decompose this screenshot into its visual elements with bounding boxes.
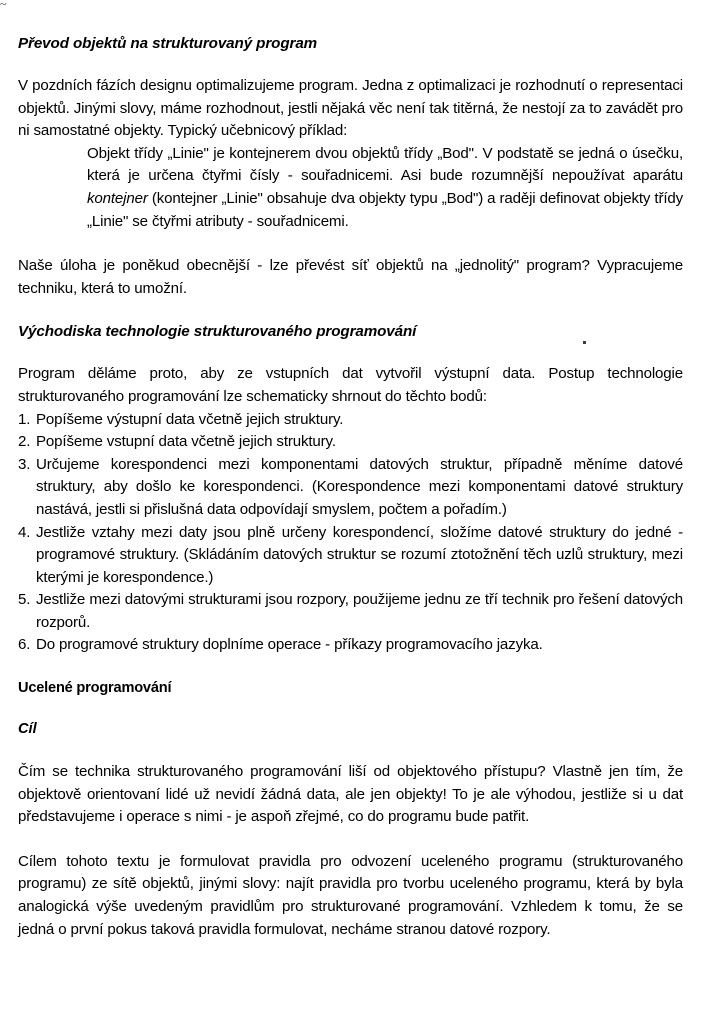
list-item [18,431,683,454]
spacer [18,233,683,255]
scan-tilde-artifact: ~ [0,0,7,11]
paragraph-cilem-tohoto-textu: Cílem tohoto textu je formulovat pravidla pro odvození uceleného programu (strukturovaného programu) ze sítě objektů, jinými slovy: najít pravidla pro tvorbu uceleného programu, která by byla analogická výše uvedeným pravidlům pro strukturované programování. Vzhledem k tomu, že se jedná o první pokus taková pravidla formulovat, necháme stranou datové rozpory. [18,852,683,938]
spacer [18,53,683,75]
list-item-number: 5. [18,591,31,609]
paragraph-program-delame: Program děláme proto, aby ze vstupních dat vytvořil výstupní data. Postup technologie strukturovaného programování lze schematicky shrnout do těchto bodů: [18,365,683,405]
list-item [18,409,683,432]
list-item-text: Určujeme korespondenci mezi komponentami datových struktur, případně měníme datové struktury, aby došlo ke korespondenci. (Korespondence mezi komponentami datové struktury nastává, jestli si přislušná data odpovídají smyslem, počtem a pořadím.) [36,455,683,518]
list-item-text: Popíšeme výstupní data včetně jejich struktury. [36,410,344,428]
list-item [18,522,683,590]
paragraph-cim-se-technika: Čím se technika strukturovaného programování liší od objektového přístupu? Vlastně jen tím, že objektově orientovaní lidé už nevidí žádná data, ale jen objekty! To je ale výhodou, jestliže si u dat představujeme i operace s nimi - je aspoň zřejmé, co do programu bude patřit. [18,763,683,826]
list-item-number: 3. [18,455,31,473]
list-item [18,634,683,657]
spacer [18,698,683,720]
heading-prevod-objektu: Převod objektů na strukturovaný program [18,35,318,52]
heading-vychodiska-technologie: Východiska technologie strukturovaného programování [18,323,417,341]
list-item [18,589,683,634]
list-item-text: Jestliže vztahy mezi daty jsou plně určeny korespondencí, složíme datové struktury do jedné - programové struktury. (Skládáním datových struktur se rozumí ztotožnění těch uzlů struktury, mezi kterými je korespondence.) [36,523,683,586]
paragraph-intro: V pozdních fázích designu optimalizujeme program. Jedna z optimalizaci je rozhodnutí o representaci objektů. Jinými slovy, máme rozhodnout, jestli nějaká věc není tak titěrná, že nestojí za to zavádět pro ni samostatné objekty. Typický učebnicový příklad: [18,77,683,140]
list-item [18,454,683,522]
list-item-text: Popíšeme vstupní data včetně jejich struktury. [36,433,336,451]
spacer [18,341,683,363]
paragraph-nase-uloha: Naše úloha je poněkud obecnější - lze převést síť objektů na „jednolitý" program? Vypracujeme techniku, která to umožní. [18,257,683,297]
list-item-number: 1. [18,410,31,428]
indented-quote-block [87,143,683,233]
quote-emphasis-kontejner: kontejner [87,189,148,207]
quote-text-part-1: Objekt třídy „Linie" je kontejnerem dvou objektů třídy „Bod". V podstatě se jedná o úsečku, která je určena čtyřmi čísly - souřadnicemi. Asi bude rozumnější nepoužívat aparátu [87,144,683,185]
list-item-number: 6. [18,636,31,654]
spacer [18,657,683,679]
heading-ucelene-programovani: Ucelené programování [18,680,172,697]
spacer [18,829,683,851]
numbered-steps-list [18,409,683,658]
scan-speck-artifact [583,341,586,344]
spacer [18,739,683,761]
document-body [18,34,683,941]
list-item-text: Do programové struktury doplníme operace - příkazy programovacího jazyka. [36,636,543,654]
list-item-number: 2. [18,433,31,451]
heading-cil: Cíl [18,721,37,738]
spacer [18,300,683,322]
list-item-text: Jestliže mezi datovými strukturami jsou rozpory, použijeme jednu ze tří technik pro řešení datových rozporů. [36,591,683,631]
quote-text-part-2: (kontejner „Linie" obsahuje dva objekty typu „Bod") a raději definovat objekty třídy „Linie" se čtyřmi atributy - souřadnicemi. [87,189,683,230]
list-item-number: 4. [18,523,31,541]
